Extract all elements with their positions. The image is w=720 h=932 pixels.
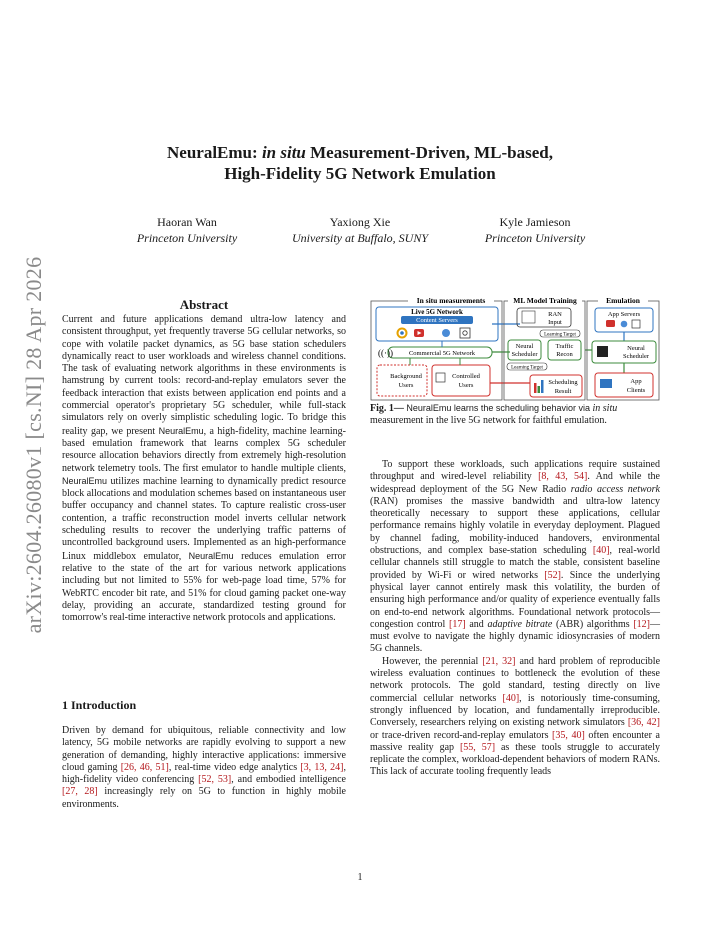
panel-title: In situ measurements — [416, 296, 486, 305]
ran-input-label: RAN — [548, 311, 562, 318]
bar-icon — [534, 383, 537, 393]
citation-link[interactable]: [55, 57] — [459, 741, 496, 753]
section-heading-introduction: 1 Introduction — [62, 698, 137, 712]
paper-title: NeuralEmu: in situ Measurement-Driven, ML-based, High-Fidelity 5G Network Emulation — [167, 143, 553, 183]
neural-scheduler-label: Neural — [515, 343, 534, 350]
app-clients-label: Clients — [626, 387, 646, 394]
neural-scheduler-label: Scheduler — [623, 353, 649, 360]
chart-icon — [522, 311, 535, 323]
paragraph: However, the perennial [21, 32] and hard problem of reproducible wireless evaluation continues to bottleneck the evolution of these network protocols. The gold standard, testing directly on live commercial cellular networks [40], is notoriously time-consuming, strongly influenced by location, and fundamentally irreproducible. Conversely, researchers relying on existing network simulators [36, 42] or trace-driven record-and-replay emulators [35, 40] often encounter a massive reality gap [55, 57] as these tools struggle to accurately replicate the complex, workload-dependent behaviors of modern RANs. This lack of accurate tooling frequently leads — [370, 655, 661, 778]
background-users-box — [377, 365, 427, 396]
citation-link[interactable]: [27, 28] — [62, 786, 98, 798]
controlled-users-box — [432, 365, 490, 396]
neural-scheduler-label: Scheduler — [511, 351, 538, 358]
arxiv-identifier: arXiv:2604.26080v1 [cs.NI] 28 Apr 2026 — [21, 256, 46, 634]
paragraph: To support these workloads, such applications require sustained throughput and wired-level reliability [8, 43, 54]. And while the widespread deployment of the 5G New Radio radio access network (RAN) promises the massive bandwidth and ultra-low latency theoretically necessary to support these applications, cellular performance remains highly volatile in everyday deployment. Plagued by channel fading, mobility-induced handovers, environmental obstructions, and complex base-station scheduling [40], real-world cellular channels still struggle to match the stable, consistent baseline provided by Wi-Fi or wired networks [52]. Since the underlying physical layer cannot entirely mask this volatility, the burden of ensuring high performance and/or quality of experience eventually falls on end-to-end network algorithms. Foundational network protocols—congestion control [17] and adaptive bitrate (ABR) algorithms [12]—must evolve to navigate the highly dynamic idiosyncrasies of modern 5G channels. — [370, 459, 660, 655]
gear-icon — [463, 331, 467, 335]
device-icon — [436, 373, 445, 382]
chrome-center — [400, 331, 404, 335]
settings-icon — [632, 320, 640, 328]
gamepad-icon — [621, 321, 628, 328]
controlled-users-label: Controlled — [452, 373, 480, 380]
app-servers-label: App Servers — [607, 311, 641, 318]
intro-paragraph: Driven by demand for ubiquitous, reliable connectivity and low latency, 5G mobile networks are rapidly evolving to support a new generation of demanding, highly interactive applications: immersive cloud gaming [26, 46, 51], real-time video edge analytics [3, 13, 24], high-fidelity video conferencing [52, 53], and embodied intelligence [27, 28] increasingly rely on 5G to function in highly mobile environments. — [62, 725, 346, 810]
arxiv-sidebar — [14, 210, 54, 680]
citation-link[interactable]: [21, 32] — [482, 655, 516, 667]
author-affiliation: Princeton University — [484, 231, 586, 245]
chip-icon — [597, 346, 608, 357]
citation-link[interactable]: [52, 53] — [198, 774, 232, 786]
right-column-text — [370, 459, 660, 779]
citation-link[interactable]: [17] — [449, 618, 466, 630]
controlled-users-label: Users — [458, 382, 474, 389]
live-5g-label: Live 5G Network — [411, 308, 463, 316]
panel-title: ML Model Training — [513, 296, 577, 305]
author-affiliation: University at Buffalo, SUNY — [292, 231, 428, 245]
author-name: Yaxiong Xie — [329, 215, 391, 229]
bar-icon — [538, 386, 541, 393]
traffic-recon-label: Recon — [556, 351, 573, 358]
author-3 — [440, 214, 630, 246]
figure-1-caption: Fig. 1— NeuralEmu learns the scheduling behavior via in situ measurement in the live 5G network for faithful emulation. — [370, 403, 618, 427]
citation-link[interactable]: [26, 46, 51] — [120, 761, 169, 773]
citation-link[interactable]: [35, 40] — [552, 729, 585, 741]
citation-link[interactable]: [8, 43, 54] — [538, 471, 588, 483]
author-2 — [265, 214, 455, 246]
panel-title: Emulation — [606, 296, 640, 305]
page-number: 1 — [357, 872, 363, 883]
author-name: Kyle Jamieson — [499, 215, 571, 229]
gamepad-icon — [442, 329, 450, 337]
learning-target-label: Learning Target — [511, 365, 543, 371]
author-name: Haoran Wan — [157, 215, 217, 229]
settings-icon — [460, 328, 470, 338]
author-1 — [92, 214, 282, 246]
neural-scheduler-label: Neural — [627, 345, 645, 352]
antenna-icon: ((·)) — [378, 348, 393, 358]
author-affiliation: Princeton University — [136, 231, 238, 245]
app-clients-label: App — [630, 378, 642, 385]
background-users-label: Users — [398, 382, 414, 389]
citation-link[interactable]: [36, 42] — [627, 717, 660, 729]
citation-link[interactable]: [12] — [633, 618, 650, 630]
ran-input-label: Input — [548, 319, 562, 326]
abstract-body: Current and future applications demand ultra-low latency and consistent throughput, yet frequently traverse 5G cellular networks, so cope with volatile packet dynamics, as 5G base station schedulers dynamically react to user workloads and wireless channel conditions. The task of evaluating network algorithms in these environments is hamstrung by current tools: record-and-replay emulators sever the feedback interaction that exists between application end points and a commercial operator's proprietary 5G scheduler, while full-stack simulators rely on overly simplistic scheduling logic. To bridge this reality gap, we present NeuralEmu, a high-fidelity, machine learning-based emulation framework that learns complex 5G scheduler resource allocation behaviors directly from extremely high-resolution network telemetry tools. The first emulator to handle multiple clients, NeuralEmu utilizes machine learning to dynamically predict resource block allocations and modulation schemes based on instantaneous user buffer occupancy and channel states. To capture realistic cross-user contention, a traffic reconstruction model inverts cellular network scheduling results to recover the underlying traffic patterns of uncontrolled background users. Implemented as an high-performance Linux middlebox emulator, NeuralEmu reduces emulation error relative to the state of the art for various network applications including but not limited to 55% for web-page load time, 57% for WebRTC encoder bit rate, and 51% for cloud gaming packet one-way delay, providing an accurate, standardized testing ground for tomorrow's real-time interactive network protocols and applications. — [62, 314, 346, 624]
background-users-label: Background — [390, 373, 422, 380]
citation-link[interactable]: [3, 13, 24] — [300, 761, 344, 773]
youtube-icon — [606, 320, 615, 327]
traffic-recon-label: Traffic — [555, 343, 574, 350]
bar-icon — [541, 380, 544, 393]
citation-link[interactable]: [40] — [592, 545, 610, 557]
learning-target-label: Learning Target — [544, 332, 576, 338]
scheduling-result-label: Result — [554, 388, 572, 395]
commercial-5g-label: Commercial 5G Network — [408, 350, 476, 357]
citation-link[interactable]: [52] — [544, 569, 561, 581]
citation-link[interactable]: [40] — [502, 692, 520, 704]
content-servers-label: Content Servers — [416, 317, 458, 324]
scheduling-result-label: Scheduling — [548, 379, 578, 386]
figure-1-diagram — [370, 295, 660, 401]
laptop-icon — [600, 379, 612, 388]
abstract-heading: Abstract — [179, 297, 229, 312]
